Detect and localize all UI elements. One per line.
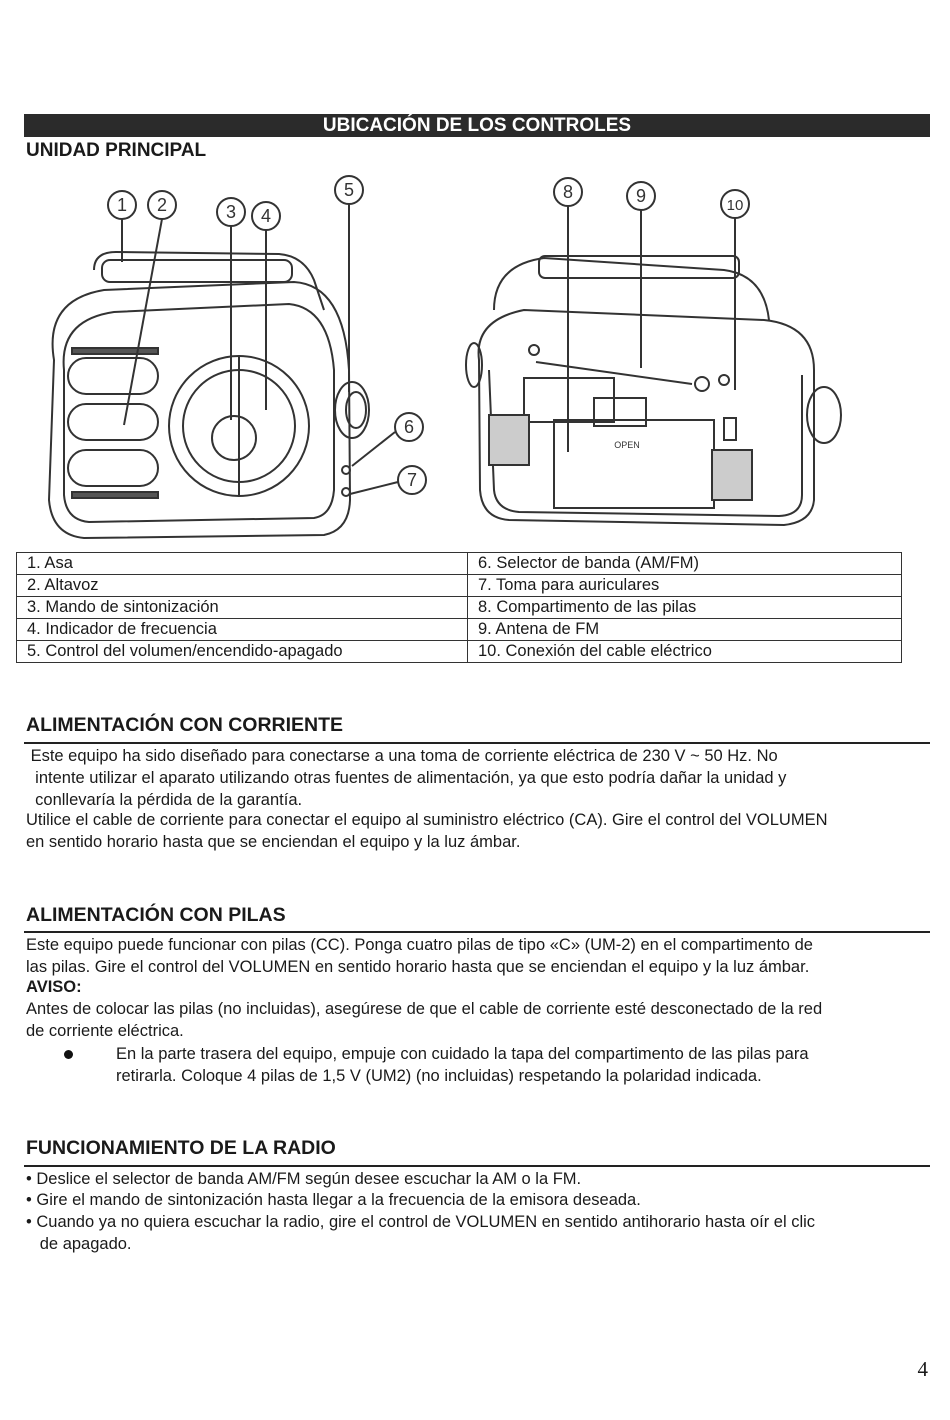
- list-item: • Deslice el selector de banda AM/FM según desee escuchar la AM o la FM.: [26, 1170, 582, 1188]
- callout-4: 4: [260, 206, 272, 226]
- table-row: [17, 553, 902, 575]
- table-cell: 8. Compartimento de las pilas: [468, 597, 902, 619]
- bullet-text: En la parte trasera del equipo, empuje con cuidado la tapa del compartimento de las pilas para: [116, 1045, 809, 1063]
- bullet-text: retirarla. Coloque 4 pilas de 1,5 V (UM2) (no incluidas) respetando la polaridad indicada.: [116, 1067, 762, 1085]
- table-row: [17, 641, 902, 663]
- section-rule: [24, 1165, 930, 1167]
- section-banner: UBICACIÓN DE LOS CONTROLES: [24, 114, 930, 137]
- parts-table: [16, 552, 902, 663]
- callout-5: 5: [343, 180, 355, 200]
- table-row: [17, 575, 902, 597]
- paragraph-line: Antes de colocar las pilas (no incluidas), asegúrese de que el cable de corriente esté desconectado de la red: [26, 1000, 823, 1018]
- warning-label: AVISO:: [26, 978, 82, 996]
- callout-2: 2: [156, 195, 168, 215]
- table-cell: 7. Toma para auriculares: [468, 575, 902, 597]
- section-rule: [24, 931, 930, 933]
- table-row: [17, 597, 902, 619]
- paragraph-line: Este equipo ha sido diseñado para conectarse a una toma de corriente eléctrica de 230 V ~ 50 Hz. No: [26, 747, 778, 765]
- table-cell: 10. Conexión del cable eléctrico: [468, 641, 902, 663]
- section-title-corriente: ALIMENTACIÓN CON CORRIENTE: [26, 714, 344, 736]
- table-cell: 2. Altavoz: [17, 575, 468, 597]
- front-radio-illustration: [49, 252, 369, 538]
- table-cell: 9. Antena de FM: [468, 619, 902, 641]
- table-row: [17, 619, 902, 641]
- section-title-pilas: ALIMENTACIÓN CON PILAS: [26, 904, 286, 926]
- callout-8: 8: [562, 182, 574, 202]
- callout-6: 6: [403, 417, 415, 437]
- callout-3: 3: [225, 202, 237, 222]
- page-subtitle: UNIDAD PRINCIPAL: [26, 140, 207, 161]
- table-cell: 3. Mando de sintonización: [17, 597, 468, 619]
- page-number: 4: [917, 1357, 928, 1381]
- paragraph-line: de corriente eléctrica.: [26, 1022, 184, 1040]
- callout-10: 10: [726, 197, 744, 214]
- back-radio-illustration: [466, 256, 841, 525]
- list-item: [64, 1043, 904, 1087]
- callout-1: 1: [116, 195, 128, 215]
- paragraph-line: en sentido horario hasta que se enciendan el equipo y la luz ámbar.: [26, 833, 521, 851]
- radio-diagram: [24, 170, 930, 550]
- section-title-radio: FUNCIONAMIENTO DE LA RADIO: [26, 1137, 336, 1159]
- paragraph-line: Utilice el cable de corriente para conectar el equipo al suministro eléctrico (CA). Gire el control del VOLUMEN: [26, 811, 828, 829]
- paragraph-line: las pilas. Gire el control del VOLUMEN en sentido horario hasta que se enciendan el equipo y la luz ámbar.: [26, 958, 810, 976]
- bullet-icon: [64, 1050, 73, 1059]
- paragraph-line: conllevaría la pérdida de la garantía.: [26, 791, 303, 809]
- list-item: • Cuando ya no quiera escuchar la radio, gire el control de VOLUMEN en sentido antihorario hasta oír el clic: [26, 1213, 816, 1231]
- open-label: OPEN: [614, 440, 640, 450]
- list-item: • Gire el mando de sintonización hasta llegar a la frecuencia de la emisora deseada.: [26, 1191, 641, 1209]
- callout-7: 7: [406, 470, 418, 490]
- section-rule: [24, 742, 930, 744]
- callout-9: 9: [635, 186, 647, 206]
- paragraph-line: Este equipo puede funcionar con pilas (CC). Ponga cuatro pilas de tipo «C» (UM-2) en el compartimento de: [26, 936, 813, 954]
- paragraph-line: intente utilizar el aparato utilizando otras fuentes de alimentación, ya que esto podría dañar la unidad y: [26, 769, 787, 787]
- table-cell: 1. Asa: [17, 553, 468, 575]
- table-cell: 4. Indicador de frecuencia: [17, 619, 468, 641]
- list-item: de apagado.: [26, 1235, 132, 1253]
- table-cell: 5. Control del volumen/encendido-apagado: [17, 641, 468, 663]
- table-cell: 6. Selector de banda (AM/FM): [468, 553, 902, 575]
